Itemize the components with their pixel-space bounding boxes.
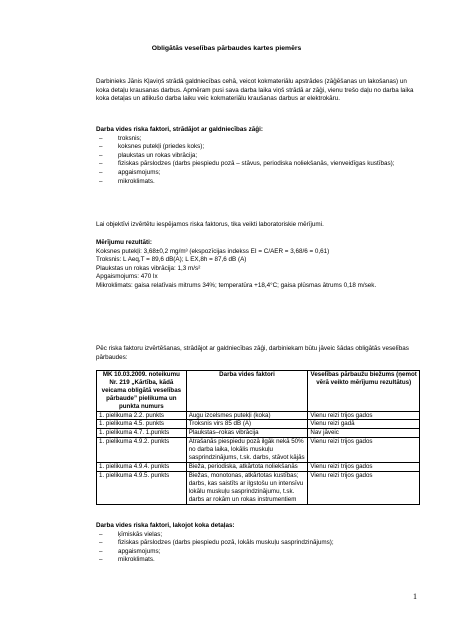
measurements xyxy=(96,239,416,291)
table-cell: Augu izcelsmes putekļi (koka) xyxy=(186,411,308,420)
table-header-row xyxy=(97,371,420,412)
list-item: – fiziskas pārslodzes (darbs piespiedu pozā – stāvus, periodiska noliekšanās, vienveidīgas kustības); xyxy=(96,160,416,169)
list-item: – ķīmiskās vielas; xyxy=(96,531,416,540)
table-cell: 1. pielikuma 4.9.2. punkts xyxy=(97,438,187,463)
list-item: – fiziskas pārslodzes (darbs piespiedu pozā, lokāls muskuļu sasprindzinājums); xyxy=(96,539,416,548)
section1 xyxy=(96,126,416,186)
measurement-line: Plaukstas un rokas vibrācija: 1,3 m/s² xyxy=(96,264,201,272)
table-cell: Vienu reizi trijos gados xyxy=(308,411,420,420)
table-row xyxy=(97,420,420,429)
table-cell: Bieža, periodiska, atkārtota noliekšanās xyxy=(186,462,308,471)
table-cell: 1. pielikuma 4.5. punkts xyxy=(97,420,187,429)
list-item: – koksnes putekļi (priedes koks); xyxy=(96,143,416,152)
document-title: Obligātās veselības pārbaudes kartes piemērs xyxy=(151,45,302,52)
table-cell: Plaukstas–rokas vibrācija xyxy=(186,429,308,438)
section2 xyxy=(96,522,416,565)
measurement-line: Koksnes putekļi: 3,68±0,2 mg/m³ (ekspozīcijas indekss EI = C/AER = 3,68/6 = 0,61) xyxy=(96,247,330,255)
exam-table xyxy=(96,370,420,505)
table-cell: 1. pielikuma 4.7. 1.punkts xyxy=(97,429,187,438)
page-number: 1 xyxy=(413,592,417,601)
intro-text: Darbinieks Jānis Kļaviņš strādā galdniecības cehā, veicot kokmateriālu apstrādes (zāģēšanas un lakošanas) un koka detaļu krausanas darbus. Apmēram pusi sava darba laika viņš strādā ar zāģi, vienu trešo daļu no darba laika koka detaļas un atlikušo darba laiku veic kokmateriālu kraušanas darbus ar elektrokāru. xyxy=(96,78,414,103)
list-item: – mikroklimats. xyxy=(96,556,416,565)
list-item: – plaukstas un rokas vibrācija; xyxy=(96,152,416,161)
after-paragraph xyxy=(96,345,416,362)
header-cell: Veselības pārbaužu biežums (ņemot vērā veikto mērījumu rezultātus) xyxy=(308,371,420,412)
table-row xyxy=(97,429,420,438)
lab-text: Lai objektīvi izvērtētu iespējamos riska faktorus, tika veikti laboratoriskie mērījumi. xyxy=(96,221,324,228)
table-row xyxy=(97,438,420,463)
list-item: – troksnis; xyxy=(96,135,416,144)
table-cell: Nav jāveic xyxy=(308,429,420,438)
list-item: – apgaismojums; xyxy=(96,169,416,178)
table-cell: Vienu reizi gadā xyxy=(308,420,420,429)
table-row xyxy=(97,411,420,420)
list-item: – mikroklimats. xyxy=(96,178,416,187)
section1-heading: Darba vides riska faktori, strādājot ar galdniecības zāģi: xyxy=(96,126,263,133)
header-cell: Darba vides faktori xyxy=(186,371,308,412)
table-cell: Troksnis virs 85 dB (A) xyxy=(186,420,308,429)
table-cell: Vienu reizi trijos gados xyxy=(308,438,420,463)
measurement-line: Troksnis: L Aeq,T = 89,6 dB(A); L EX,8h = 87,6 dB (A) xyxy=(96,256,247,264)
table-cell: Vienu reizi trijos gados xyxy=(308,471,420,504)
measurements-heading: Mērījumu rezultāti: xyxy=(96,239,152,246)
table-cell: 1. pielikuma 2.2. punkts xyxy=(97,411,187,420)
after-text: Pēc riska faktoru izvērtēšanas, strādājot ar galdniecības zāģi, darbiniekam būtu jāveic šādas obligātās veselības pārbaudes: xyxy=(96,345,409,361)
table-cell: 1. pielikuma 4.9.5. punkts xyxy=(97,471,187,504)
table-cell: 1. pielikuma 4.9.4. punkts xyxy=(97,462,187,471)
table-row xyxy=(97,471,420,504)
section2-heading: Darba vides riska faktori, lakojot koka detaļas: xyxy=(96,522,235,529)
list-item: – apgaismojums; xyxy=(96,548,416,557)
measurement-line: Apgaismojums: 470 lx xyxy=(96,273,158,281)
section2-list xyxy=(96,531,416,565)
table-cell: Atrašanās piespiedu pozā ilgāk nekā 50% no darba laika, lokālis muskuļu sasprindzinājums, t.sk. darbs, stāvot kājās xyxy=(186,438,308,463)
intro-paragraph xyxy=(96,78,416,104)
lab-paragraph xyxy=(96,221,416,230)
measurement-line: Mikroklimats: gaisa relatīvais mitrums 34%; temperatūra +18,4°C; gaisa plūsmas ātrums 0,18 m/sek. xyxy=(96,281,377,289)
table-cell: Vienu reizi trijos gados xyxy=(308,462,420,471)
section1-list xyxy=(96,135,416,187)
table-cell: Biežas, monotonas, atkārtotas kustības; darbs, kas saistīts ar ilgstošu un intensīvu lokālu muskuļu sasprindzinājumu, t.sk. darbs ar rokām un rokas instrumentiem xyxy=(186,471,308,504)
table-row xyxy=(97,462,420,471)
header-cell: MK 10.03.2009. noteikumu Nr. 219 „Kārtība, kādā veicama obligātā veselības pārbaude” pielikuma un punkta numurs xyxy=(97,371,187,412)
